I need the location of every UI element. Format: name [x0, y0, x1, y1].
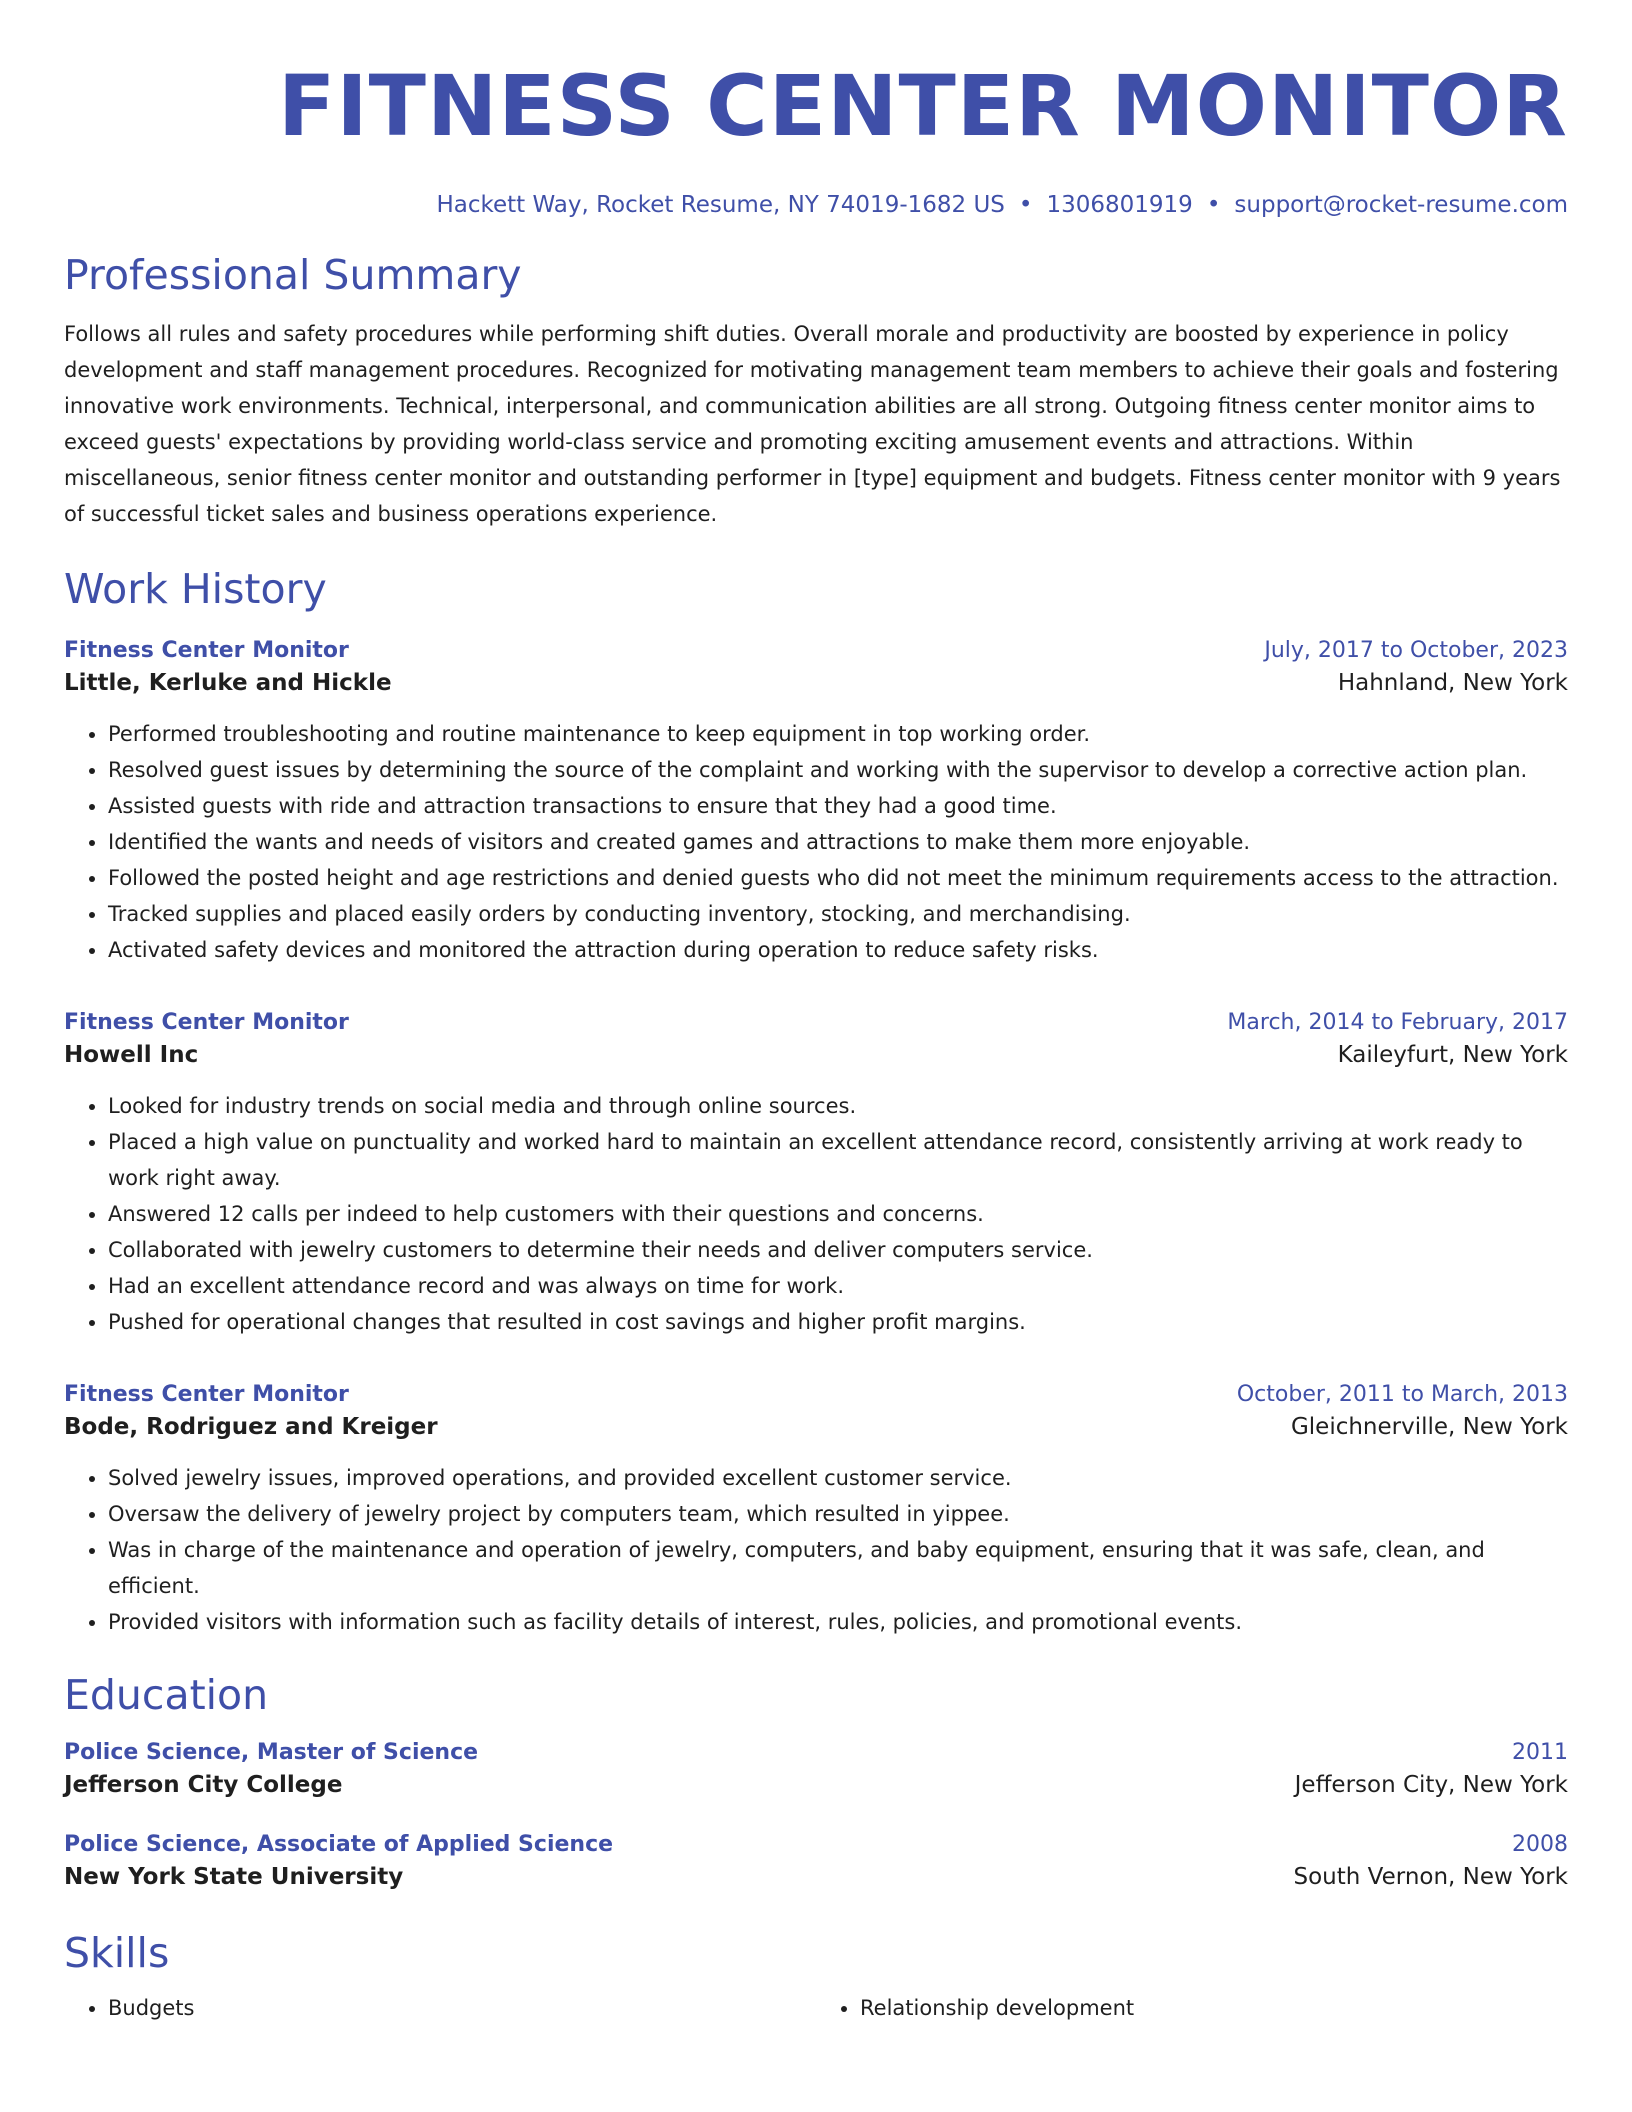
contact-phone: 1306801919: [1046, 192, 1193, 218]
job-bullet: • Assisted guests with ride and attraction transactions to ensure that they had a good time.: [108, 788, 1568, 824]
job-bullets: [64, 1460, 1568, 1640]
education-location: Jefferson City, New York: [1294, 1772, 1568, 1798]
job-bullet: • Activated safety devices and monitored the attraction during operation to reduce safety risks.: [108, 932, 1568, 968]
candidate-name: FITNESS CENTER MONITOR: [278, 57, 1568, 155]
education-year: 2008: [1512, 1832, 1568, 1857]
skills-column-right: [816, 1990, 1568, 2026]
job-location: Kaileyfurt, New York: [1337, 1042, 1568, 1068]
job-employer: Bode, Rodriguez and Kreiger: [64, 1414, 438, 1440]
skill-item: • Budgets: [108, 1990, 816, 2026]
education-entry: [64, 1830, 1568, 1894]
job-location: Gleichnerville, New York: [1290, 1414, 1568, 1440]
job-bullet: • Resolved guest issues by determining the source of the complaint and working with the supervisor to develop a corrective action plan.: [108, 752, 1568, 788]
job-entry: [64, 1380, 1568, 1640]
job-employer: Howell Inc: [64, 1042, 199, 1068]
job-dates: July, 2017 to October, 2023: [1264, 638, 1568, 663]
job-bullet: • Pushed for operational changes that resulted in cost savings and higher profit margins.: [108, 1304, 1568, 1340]
section-title-summary: Professional Summary: [64, 251, 522, 299]
contact-separator: •: [1018, 192, 1033, 218]
job-title: Fitness Center Monitor: [64, 1382, 349, 1407]
job-bullet: • Solved jewelry issues, improved operations, and provided excellent customer service.: [108, 1460, 1568, 1496]
skill-item: • Relationship development: [860, 1990, 1568, 2026]
job-bullets: [64, 716, 1568, 968]
section-title-skills: Skills: [64, 1929, 170, 1977]
education-school: Jefferson City College: [64, 1772, 343, 1798]
summary-text: Follows all rules and safety procedures while performing shift duties. Overall morale and productivity are boosted by experience in policy development and staff management procedures. Recognized for motivating management team members to achieve their goals and fostering innovative work environments. Technical, interpersonal, and communication abilities are all strong. Outgoing fitness center monitor aims to exceed guests' expectations by providing world-class service and promoting exciting amusement events and attractions. Within miscellaneous, senior fitness center monitor and outstanding performer in [type] equipment and budgets. Fitness center monitor with 9 years of successful ticket sales and business operations experience.: [64, 322, 1561, 526]
education-year: 2011: [1512, 1740, 1568, 1765]
job-bullet: • Provided visitors with information such as facility details of interest, rules, policies, and promotional events.: [108, 1604, 1568, 1640]
job-bullets: [64, 1088, 1568, 1340]
job-bullet: • Looked for industry trends on social media and through online sources.: [108, 1088, 1568, 1124]
section-title-work-history: Work History: [64, 565, 327, 613]
job-employer: Little, Kerluke and Hickle: [64, 670, 392, 696]
job-title: Fitness Center Monitor: [64, 1010, 349, 1035]
education-degree: Police Science, Master of Science: [64, 1740, 479, 1765]
job-bullet: • Oversaw the delivery of jewelry project by computers team, which resulted in yippee.: [108, 1496, 1568, 1532]
education-entry: [64, 1738, 1568, 1802]
contact-address: Hackett Way, Rocket Resume, NY 74019-1682 US: [436, 192, 1005, 218]
contact-email: support@rocket-resume.com: [1234, 192, 1568, 218]
contact-line: [64, 190, 1568, 220]
job-entry: [64, 636, 1568, 968]
job-bullet: • Collaborated with jewelry customers to determine their needs and deliver computers service.: [108, 1232, 1568, 1268]
section-title-education: Education: [64, 1671, 269, 1719]
job-title: Fitness Center Monitor: [64, 638, 349, 663]
job-entry: [64, 1008, 1568, 1340]
job-bullet: • Placed a high value on punctuality and worked hard to maintain an excellent attendance record, consistently arriving at work ready to work right away.: [108, 1124, 1568, 1196]
job-bullet: • Had an excellent attendance record and was always on time for work.: [108, 1268, 1568, 1304]
education-degree: Police Science, Associate of Applied Science: [64, 1832, 614, 1857]
job-bullet: • Answered 12 calls per indeed to help customers with their questions and concerns.: [108, 1196, 1568, 1232]
skills-list: [64, 1990, 1568, 2026]
job-bullet: • Was in charge of the maintenance and operation of jewelry, computers, and baby equipment, ensuring that it was safe, clean, and efficient.: [108, 1532, 1568, 1604]
education-school: New York State University: [64, 1864, 404, 1890]
job-dates: October, 2011 to March, 2013: [1236, 1382, 1568, 1407]
resume-header: [64, 58, 1568, 220]
job-dates: March, 2014 to February, 2017: [1227, 1010, 1568, 1035]
job-bullet: • Tracked supplies and placed easily orders by conducting inventory, stocking, and merchandising.: [108, 896, 1568, 932]
job-bullet: • Identified the wants and needs of visitors and created games and attractions to make them more enjoyable.: [108, 824, 1568, 860]
skills-column-left: [64, 1990, 816, 2026]
education-location: South Vernon, New York: [1293, 1864, 1568, 1890]
job-location: Hahnland, New York: [1337, 670, 1568, 696]
contact-separator: •: [1206, 192, 1221, 218]
job-bullet: • Performed troubleshooting and routine maintenance to keep equipment in top working order.: [108, 716, 1568, 752]
job-bullet: • Followed the posted height and age restrictions and denied guests who did not meet the minimum requirements access to the attraction.: [108, 860, 1568, 896]
